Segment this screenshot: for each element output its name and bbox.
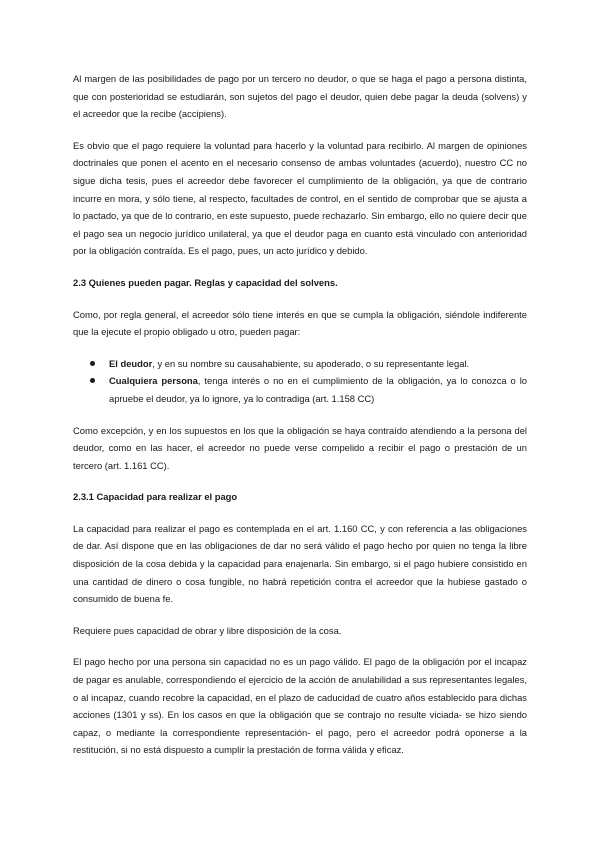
bullet-item-cualquiera-persona [73,372,527,407]
paragraph-voluntad-del-pago: Es obvio que el pago requiere la voluntad para hacerlo y la voluntad para recibirlo. Al margen de opiniones doctrinales que ponen el acento en el necesario consenso de ambas voluntades (acuerdo), nuestro CC no sigue dicha tesis, pues el acreedor debe favorecer el cumplimiento de la obligación, ya que de contrario incurre en mora, y sólo tiene, al respecto, facultades de control, en el sentido de comprobar que se ajusta a lo pactado, ya que de lo contrario, en este supuesto, puede rechazarlo. Sin embargo, ello no quiere decir que el pago sea un negocio jurídico unilateral, ya que el deudor paga en cuanto está vinculado con anterioridad por la obligación contraída. Es el pago, pues, un acto jurídico y debido. [73,139,527,257]
section-heading-quienes-pueden-pagar: 2.3 Quienes pueden pagar. Reglas y capacidad del solvens. [73,276,338,288]
paragraph-pago-sin-capacidad: El pago hecho por una persona sin capacidad no es un pago válido. El pago de la obligación por el incapaz de pagar es anulable, correspondiendo el ejercicio de la acción de anulabilidad a sus representantes legales, o al incapaz, cuando recobre la capacidad, en el plazo de caducidad de cuatro años establecido para dichas acciones (1301 y ss). En los casos en que la obligación que se contrajo no resulte viciada- se hizo siendo capaz, o mediante la correspondiente representación- el pago, pero el acreedor podrá oponerse a la restitución, si no está dispuesto a cumplir la prestación de forma válida y eficaz. [73,656,527,756]
bullet-text: , y en su nombre su causahabiente, su apoderado, o su representante legal. [152,357,470,369]
bullet-text: , tenga interés o no en el cumplimiento de la obligación, ya lo conozca o lo apruebe el deudor, ya lo ignore, ya lo contradiga (art. 1.158 CC) [109,375,528,404]
paragraph-sujetos-del-pago: Al margen de las posibilidades de pago por un tercero no deudor, o que se haga el pago a persona distinta, que con posterioridad se estudiarán, son sujetos del pago el deudor, quien debe pagar la deuda (solvens) y el acreedor que la recibe (accipiens). [73,73,527,120]
bullet-icon [90,361,95,366]
section-heading-capacidad-pago: 2.3.1 Capacidad para realizar el pago [73,491,238,503]
bullet-item-deudor [73,355,527,373]
bullet-bold-term: El deudor [109,357,153,369]
bullet-bold-term: Cualquiera persona [109,375,198,387]
paragraph-regla-general: Como, por regla general, el acreedor sólo tiene interés en que se cumpla la obligación, siéndole indiferente que la ejecute el propio obligado u otro, pueden pagar: [73,308,527,338]
bullet-icon [90,378,95,383]
paragraph-excepcion: Como excepción, y en los supuestos en los que la obligación se haya contraído atendiendo a la persona del deudor, como en las hacer, el acreedor no puede verse compelido a recibir el pago o prestación de un tercero (art. 1.161 CC). [73,424,527,471]
paragraph-capacidad-art-1160: La capacidad para realizar el pago es contemplada en el art. 1.160 CC, y con referencia a las obligaciones de dar. Así dispone que en las obligaciones de dar no será válido el pago hecho por quien no tenga la libre disposición de la cosa debida y la capacidad para enajenarla. Sin embargo, si el pago hubiere consistido en una cantidad de dinero o cosa fungible, no habrá repetición contra el acreedor que la hubiese gastado o consumido de buena fe. [73,522,527,605]
bullet-list-quienes-pagan [73,355,527,408]
paragraph-requiere-capacidad: Requiere pues capacidad de obrar y libre disposición de la cosa. [73,624,342,636]
document-page [73,70,527,773]
